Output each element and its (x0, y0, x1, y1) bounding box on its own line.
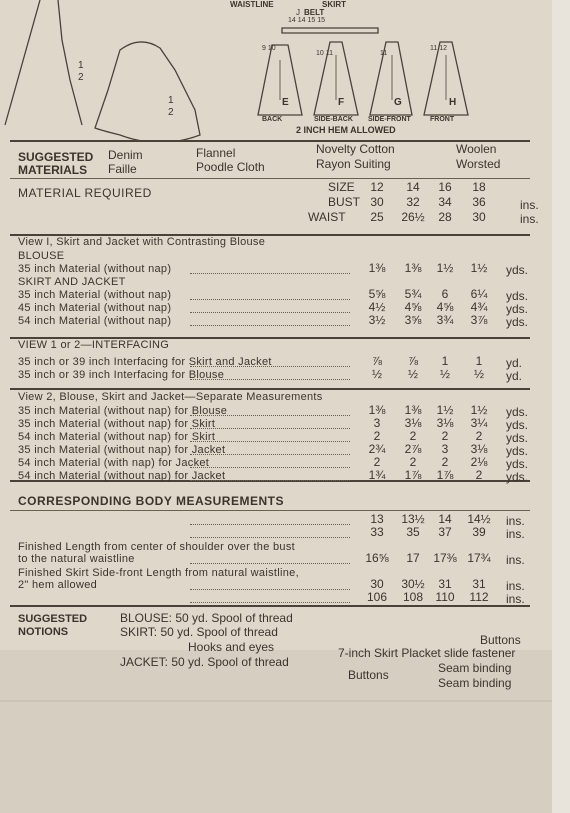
body-row-3-value-0: 30 (370, 577, 384, 591)
material-faille: Faille (108, 162, 137, 176)
view2-row-2-leader-dots (190, 441, 350, 442)
body-row-4-value-1: 108 (402, 590, 424, 604)
skirt-jacket-row-2-value-1: 3⅝ (404, 313, 422, 327)
blouse-35-value-2: 1½ (436, 261, 454, 275)
view2-row-3-leader-dots (190, 454, 350, 455)
skirt-jacket-row-1-value-1: 4⅝ (404, 300, 422, 314)
piece-letter-f: F (338, 97, 345, 108)
waist-label: WAIST (308, 210, 346, 224)
size-value-3: 18 (472, 180, 486, 194)
belt-piece (282, 28, 378, 33)
materials-heading-1: SUGGESTED (18, 150, 94, 164)
body-row-1-unit: ins. (506, 527, 525, 541)
view2-row-2-value-2: 2 (441, 429, 449, 443)
fraction-mark-1: 1 (78, 60, 84, 71)
body-row-3-value-3: 31 (472, 577, 486, 591)
piece-name-side-front: SIDE-FRONT (368, 116, 411, 123)
bust-value-3: 36 (472, 195, 486, 209)
waist-value-1: 26½ (401, 210, 425, 224)
view2-row-2-value-1: 2 (409, 429, 417, 443)
view2-row-1-unit: yds. (506, 418, 529, 432)
body-row-2-label-1: to the natural waistline (18, 553, 135, 565)
interfacing-row-0-value-1: ⅞ (407, 354, 418, 368)
view2-row-2-label: 54 inch Material (without nap) for Skirt (18, 431, 216, 443)
notion-skirt: SKIRT: 50 yd. Spool of thread (120, 625, 278, 639)
view2-row-1-value-0: 3 (373, 416, 381, 430)
blouse-35-label: 35 inch Material (without nap) (18, 263, 172, 275)
body-row-0-value-3: 14½ (467, 512, 491, 526)
view2-row-4-value-0: 2 (373, 455, 381, 469)
material-required-heading: MATERIAL REQUIRED (18, 186, 152, 200)
skirt-sketch-left (5, 0, 82, 125)
rule-notions (10, 605, 530, 607)
view2-row-1-value-2: 3⅛ (436, 416, 454, 430)
material-flannel: Flannel (196, 146, 236, 160)
piece-letter-e: E (282, 97, 289, 108)
notion-skirt-fastener: 7-inch Skirt Placket slide fastener (338, 646, 516, 660)
notion-blouse: BLOUSE: 50 yd. Spool of thread (120, 611, 293, 625)
body-row-1-value-2: 37 (438, 525, 452, 539)
material-novelty-cotton: Novelty Cotton (316, 142, 395, 156)
view2-row-3-label: 35 inch Material (without nap) for Jacket (18, 444, 226, 456)
skirt-jacket-row-0-label: 35 inch Material (without nap) (18, 289, 172, 301)
piece-name-back: BACK (262, 116, 283, 123)
fraction-mark-3: 1 (168, 95, 174, 106)
notion-jacket: JACKET: 50 yd. Spool of thread (120, 655, 289, 669)
skirt-jacket-row-1-value-2: 4⅝ (436, 300, 454, 314)
view2-row-0-value-3: 1½ (470, 403, 488, 417)
interfacing-row-0-value-2: 1 (441, 354, 449, 368)
waist-value-0: 25 (370, 210, 384, 224)
view2-row-3-value-1: 2⅞ (404, 442, 422, 456)
view2-row-0-label: 35 inch Material (without nap) for Blouse (18, 405, 228, 417)
body-row-0-value-0: 13 (370, 512, 384, 526)
view2-row-4-value-3: 2⅛ (470, 455, 488, 469)
view2-row-5-value-1: 1⅞ (404, 468, 422, 482)
skirt-jacket-row-1-leader-dots (190, 312, 350, 313)
size-value-0: 12 (370, 180, 384, 194)
piece-letter-h: H (449, 97, 457, 108)
size-label: SIZE (328, 180, 355, 194)
interfacing-row-0-value-0: ⅞ (371, 354, 382, 368)
body-row-3-label-1: 2" hem allowed (18, 579, 98, 591)
skirt-jacket-row-2-leader-dots (190, 325, 350, 326)
material-rayon-suiting: Rayon Suiting (316, 157, 391, 171)
fraction-mark-4: 2 (168, 107, 174, 118)
view2-row-4-value-2: 2 (441, 455, 449, 469)
skirt-label: SKIRT (322, 0, 346, 9)
piece-name-front: FRONT (430, 116, 455, 123)
material-woolen: Woolen (456, 142, 497, 156)
view2-row-5-value-0: 1¾ (368, 468, 386, 482)
view2-row-2-value-0: 2 (373, 429, 381, 443)
notion-seam-binding-1: Seam binding (438, 661, 512, 675)
piece-side-front-numbers: 11 (380, 50, 388, 57)
interfacing-row-1-value-0: ½ (371, 367, 382, 381)
interfacing-heading: VIEW 1 or 2—INTERFACING (18, 339, 170, 351)
view2-row-0-value-0: 1⅜ (368, 403, 386, 417)
body-row-0-unit: ins. (506, 514, 525, 528)
piece-side-front (370, 42, 412, 115)
piece-letter-g: G (394, 97, 402, 108)
body-row-2-value-0: 16⅝ (365, 551, 389, 565)
body-row-4-value-3: 112 (469, 590, 489, 604)
rule-top (10, 140, 530, 142)
body-row-2-unit: ins. (506, 553, 525, 567)
view1-title: View I, Skirt and Jacket with Contrasting Blouse (18, 236, 266, 248)
skirt-jacket-row-1-value-3: 4¾ (470, 300, 488, 314)
view2-row-2-unit: yds. (506, 431, 529, 445)
skirt-jacket-row-0-value-1: 5¾ (404, 287, 422, 301)
rule-materials (10, 178, 530, 179)
body-row-2-value-1: 17 (406, 551, 420, 565)
view2-row-3-unit: yds. (506, 444, 529, 458)
skirt-jacket-row-2-label: 54 inch Material (without nap) (18, 315, 172, 327)
skirt-jacket-row-2-unit: yds. (506, 315, 529, 329)
skirt-jacket-row-0-value-2: 6 (441, 287, 449, 301)
interfacing-row-1-unit: yd. (506, 369, 523, 383)
body-row-0-value-2: 14 (438, 512, 452, 526)
body-row-2-leader-dots (190, 563, 350, 564)
view2-row-2-value-3: 2 (475, 429, 483, 443)
interfacing-row-0-leader-dots (190, 366, 350, 367)
bust-value-0: 30 (370, 195, 384, 209)
waistline-label: WAISTLINE (230, 0, 274, 9)
skirt-jacket-row-2-value-2: 3¾ (436, 313, 454, 327)
skirt-jacket-row-2-value-3: 3⅞ (470, 313, 488, 327)
skirt-jacket-row-1-label: 45 inch Material (without nap) (18, 302, 172, 314)
body-row-3-label: Finished Skirt Side-front Length from natural waistline, (18, 567, 299, 579)
material-worsted: Worsted (456, 157, 501, 171)
bust-value-1: 32 (406, 195, 420, 209)
notions-heading-1: SUGGESTED (18, 613, 88, 625)
materials-heading-2: MATERIALS (18, 163, 88, 177)
interfacing-row-0-value-3: 1 (475, 354, 483, 368)
belt-letter: J (296, 8, 300, 17)
skirt-jacket-row-1-unit: yds. (506, 302, 529, 316)
skirt-jacket-row-0-value-3: 6¼ (470, 287, 488, 301)
body-row-2-label: Finished Length from center of shoulder over the bust (18, 541, 295, 553)
view2-row-1-value-3: 3¼ (470, 416, 488, 430)
body-row-2-value-2: 17⅜ (433, 551, 457, 565)
rule-body-sub (10, 510, 530, 511)
body-row-1-value-3: 39 (472, 525, 486, 539)
piece-side-back-numbers: 10 11 (316, 50, 333, 57)
interfacing-row-0-unit: yd. (506, 356, 523, 370)
view2-row-5-value-3: 2 (475, 468, 483, 482)
blouse-35-value-3: 1½ (470, 261, 488, 275)
body-row-1-value-0: 33 (370, 525, 384, 539)
body-row-4-value-2: 110 (435, 590, 455, 604)
bust-value-2: 34 (438, 195, 452, 209)
hem-note: 2 INCH HEM ALLOWED (296, 125, 396, 135)
waist-value-2: 28 (438, 210, 452, 224)
blouse-35-unit: yds. (506, 263, 529, 277)
view2-row-0-value-1: 1⅜ (404, 403, 422, 417)
blouse-heading: BLOUSE (18, 250, 65, 262)
notion-blouse-buttons: Buttons (480, 633, 521, 647)
waist-unit: ins. (520, 212, 539, 226)
material-denim: Denim (108, 148, 143, 162)
view2-row-5-leader-dots (190, 480, 350, 481)
view2-row-3-value-2: 3 (441, 442, 449, 456)
material-poodle-cloth: Poodle Cloth (196, 160, 265, 174)
body-row-3-unit: ins. (506, 579, 525, 593)
bust-unit: ins. (520, 198, 539, 212)
belt-label: BELT (304, 8, 325, 17)
body-row-0-value-1: 13½ (401, 512, 425, 526)
interfacing-row-0-label: 35 inch or 39 inch Interfacing for Skirt and Jacket (18, 356, 272, 368)
body-row-0-leader-dots (190, 524, 350, 525)
envelope-fold-line (0, 700, 552, 702)
interfacing-row-1-value-3: ½ (473, 367, 484, 381)
pattern-piece-diagram (0, 0, 570, 140)
view2-row-1-label: 35 inch Material (without nap) for Skirt (18, 418, 216, 430)
view2-row-5-label: 54 inch Material (without nap) for Jacket (18, 470, 226, 482)
bust-label: BUST (328, 195, 361, 209)
view2-row-3-value-0: 2¾ (368, 442, 386, 456)
skirt-sketch-center (95, 42, 200, 140)
view2-row-5-value-2: 1⅞ (436, 468, 454, 482)
blouse-35-value-1: 1⅜ (404, 261, 422, 275)
body-row-1-value-1: 35 (406, 525, 420, 539)
blouse-35-leader-dots (190, 273, 350, 274)
notions-heading-2: NOTIONS (18, 626, 69, 638)
view2-row-4-unit: yds. (506, 457, 529, 471)
size-value-1: 14 (406, 180, 420, 194)
body-row-3-value-1: 30½ (401, 577, 425, 591)
body-row-3-leader-dots (190, 589, 350, 590)
view2-row-5-unit: yds. (506, 470, 529, 484)
view2-row-4-leader-dots (190, 467, 350, 468)
view2-row-1-value-1: 3⅛ (404, 416, 422, 430)
view2-row-0-unit: yds. (506, 405, 529, 419)
notion-jacket-buttons: Buttons (348, 668, 389, 682)
body-row-4-unit: ins. (506, 592, 525, 606)
skirt-jacket-row-0-leader-dots (190, 299, 350, 300)
interfacing-row-1-value-1: ½ (407, 367, 418, 381)
skirt-jacket-row-0-unit: yds. (506, 289, 529, 303)
interfacing-row-1-value-2: ½ (439, 367, 450, 381)
piece-back-numbers: 9 10 (262, 45, 276, 52)
skirt-jacket-heading: SKIRT AND JACKET (18, 276, 126, 288)
view2-row-1-leader-dots (190, 428, 350, 429)
view2-title: View 2, Blouse, Skirt and Jacket—Separate Measurements (18, 391, 323, 403)
body-row-3-value-2: 31 (438, 577, 452, 591)
interfacing-row-1-label: 35 inch or 39 inch Interfacing for Blouse (18, 369, 225, 381)
body-heading: CORRESPONDING BODY MEASUREMENTS (18, 494, 284, 508)
notion-hooks-eyes: Hooks and eyes (188, 640, 275, 654)
skirt-jacket-row-1-value-0: 4½ (368, 300, 386, 314)
piece-front-numbers: 11 12 (430, 45, 447, 52)
piece-name-side-back: SIDE-BACK (314, 116, 353, 123)
skirt-jacket-row-2-value-0: 3½ (368, 313, 386, 327)
body-row-4-value-0: 106 (366, 590, 388, 604)
size-value-2: 16 (438, 180, 452, 194)
view2-row-4-value-1: 2 (409, 455, 417, 469)
view2-row-4-label: 54 inch Material (with nap) for Jacket (18, 457, 210, 469)
skirt-jacket-row-0-value-0: 5⅝ (368, 287, 386, 301)
rule-view2 (10, 388, 530, 390)
notion-seam-binding-2: Seam binding (438, 676, 512, 690)
interfacing-row-1-leader-dots (190, 379, 350, 380)
blouse-35-value-0: 1⅜ (368, 261, 386, 275)
body-row-2-value-3: 17¾ (467, 551, 491, 565)
belt-numbers: 14 14 15 15 (288, 17, 325, 24)
body-row-4-leader-dots (190, 602, 350, 603)
fraction-mark-2: 2 (78, 72, 84, 83)
body-row-1-leader-dots (190, 537, 350, 538)
view2-row-0-value-2: 1½ (436, 403, 454, 417)
view2-row-0-leader-dots (190, 415, 350, 416)
view2-row-3-value-3: 3⅛ (470, 442, 488, 456)
waist-value-3: 30 (472, 210, 486, 224)
